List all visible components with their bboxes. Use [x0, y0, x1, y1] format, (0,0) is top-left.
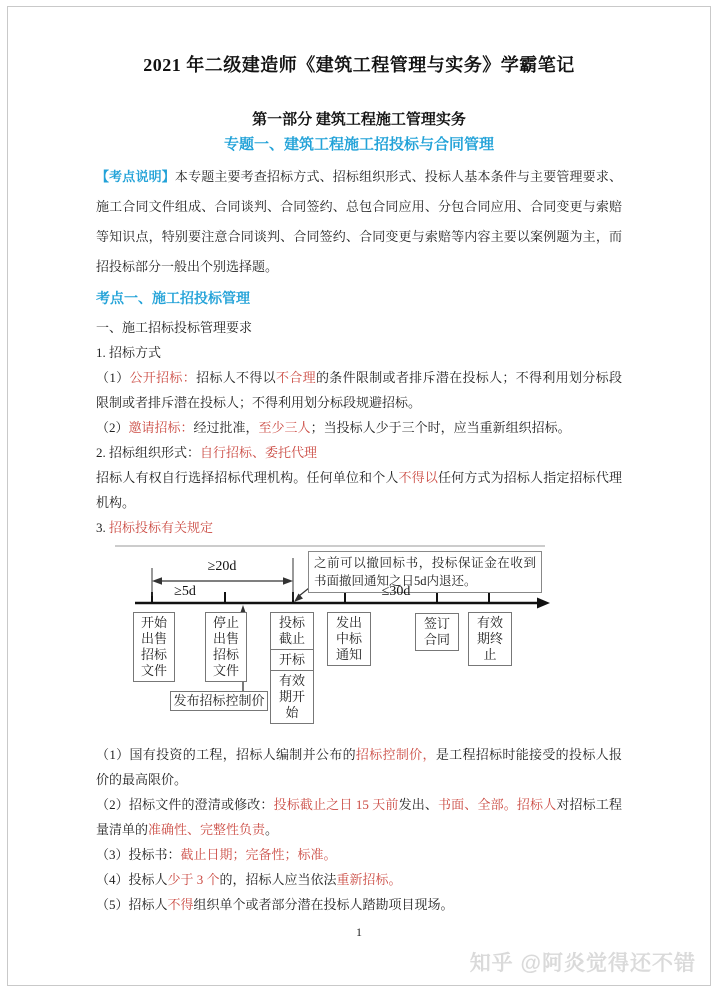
para-management-requirements: 一、施工招标投标管理要求 — [96, 320, 253, 335]
watermark: 知乎 @阿炎觉得还不错 — [469, 952, 696, 975]
event-box-stop-sale: 停止出售招标文件 — [205, 612, 247, 682]
section-heading: 考点一、施工招投标管理 — [96, 292, 250, 307]
exam-note-paragraph: 【考点说明】本专题主要考查招标方式、招标组织形式、投标人基本条件与主要管理要求、施工合同文件组成、合同谈判、合同签约、总包合同应用、分包合同应用、合同变更与索赔等知识点，特别要注意合同谈判、合同签约、合同变更与索赔等内容主要以案例题为主，而招投标部分一般出个别选择题。 — [96, 169, 622, 274]
event-cell-bid-opening: 开标 — [271, 649, 313, 670]
event-box-sign-contract: 签订合同 — [415, 613, 459, 651]
span-label-5d: ≥5d — [174, 584, 196, 599]
para-bidding-methods: 1. 招标方式 — [96, 345, 162, 360]
para-agency-choice: 招标人有权自行选择招标代理机构。任何单位和个人不得以任何方式为招标人指定招标代理机构。 — [96, 470, 622, 510]
span-label-20d: ≥20d — [207, 559, 237, 574]
para-invited-bidding: （2）邀请招标：经过批准，至少三人；当投标人少于三个时，应当重新组织招标。 — [96, 420, 571, 435]
document-title: 2021 年二级建造师《建筑工程管理与实务》学霸笔记 — [143, 55, 575, 75]
event-box-start-sale: 开始出售招标文件 — [133, 612, 175, 682]
para-bid-document: （3）投标书：截止日期；完备性；标准。 — [96, 847, 337, 862]
para-regulations-heading: 3. 招标投标有关规定 — [96, 520, 214, 535]
event-box-award-notice: 发出中标通知 — [327, 612, 371, 666]
event-box-validity-end: 有效期终止 — [468, 612, 512, 666]
timeline-arrowhead — [537, 598, 550, 609]
topic-heading: 专题一、建筑工程施工招投标与合同管理 — [223, 137, 494, 153]
page-number: 1 — [356, 925, 362, 939]
part-heading: 第一部分 建筑工程施工管理实务 — [252, 112, 466, 128]
para-control-price: （1）国有投资的工程，招标人编制并公布的招标控制价，是工程招标时能接受的投标人报价的最高限价。 — [96, 747, 622, 787]
event-box-control-price: 发布招标控制价 — [170, 691, 268, 711]
para-rebid: （4）投标人少于 3 个的，招标人应当依法重新招标。 — [96, 872, 402, 887]
event-box-deadline-group — [270, 612, 314, 724]
page-content — [8, 7, 710, 940]
callout-note: 之前可以撤回标书，投标保证金在收到书面撤回通知之日5d内退还。 — [308, 551, 542, 593]
document-page — [7, 6, 711, 986]
event-cell-validity-start: 有效期开始 — [271, 670, 313, 723]
para-open-bidding: （1）公开招标：招标人不得以不合理的条件限制或者排斥潜在投标人；不得利用划分标段限制或者排斥潜在投标人；不得利用划分标段规避招标。 — [96, 370, 622, 410]
event-cell-bid-deadline: 投标截止 — [278, 615, 305, 646]
para-site-visit: （5）招标人不得组织单个或者部分潜在投标人踏勘项目现场。 — [96, 897, 454, 912]
para-clarification: （2）招标文件的澄清或修改：投标截止之日 15 天前发出、书面、全部。招标人对招标工程量清单的准确性、完整性负责。 — [96, 797, 622, 837]
para-organization-form: 2. 招标组织形式：自行招标、委托代理 — [96, 445, 318, 460]
callout-arrowhead — [294, 594, 303, 603]
bid-timeline-figure — [96, 544, 622, 736]
span-label-30d: ≤30d — [381, 584, 411, 599]
